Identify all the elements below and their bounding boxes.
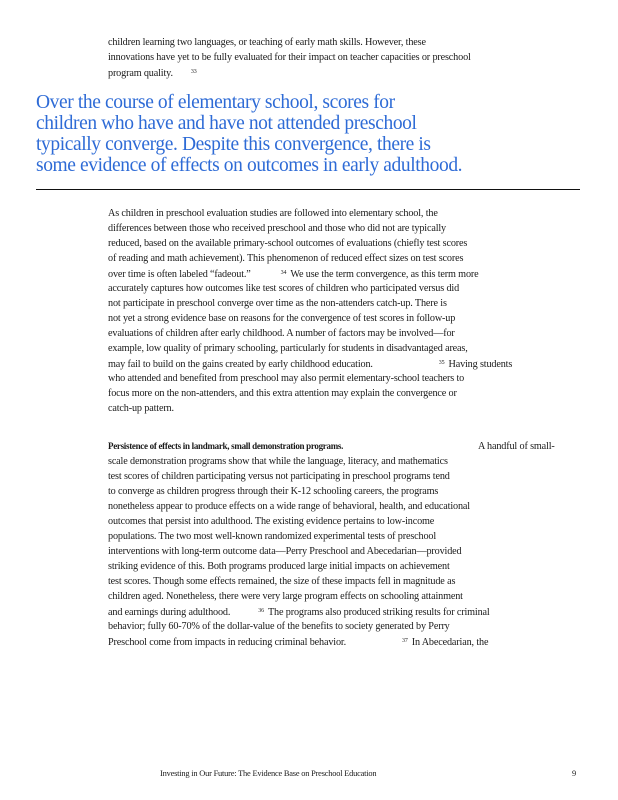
- text-line: outcomes that persist into adulthood. The existing evidence pertains to low-income: [108, 516, 435, 527]
- section-heading: Persistence of effects in landmark, small demonstration programs.: [108, 441, 344, 451]
- footnote-marker: 34: [280, 270, 287, 276]
- text-line: [108, 440, 343, 453]
- text-line: children aged. Nonetheless, there were very large program effects on schooling attainment: [108, 591, 463, 602]
- text-line: Preschool come from impacts in reducing criminal behavior. $^{37}$ In Abecedarian, the: [108, 637, 489, 648]
- text-line: example, low quality of primary schooling, particularly for students in disadvantaged areas,: [108, 343, 468, 354]
- text-line: program quality. $^{33}$: [108, 68, 197, 79]
- pull-quote-line: children who have and have not attended preschool: [36, 113, 417, 134]
- text-line: test scores. Though some effects remained, the size of these impacts fell in magnitude as: [108, 576, 456, 587]
- text-line: A handful of small-: [478, 441, 555, 452]
- text-line: accurately captures how outcomes like test scores of children who participated versus did: [108, 283, 460, 294]
- text-line: populations. The two most well-known randomized experimental tests of preschool: [108, 531, 437, 542]
- text-line: to converge as children progress through their K-12 schooling careers, the programs: [108, 486, 439, 497]
- pull-quote-line: Over the course of elementary school, scores for: [36, 92, 395, 113]
- footnote-marker: 33: [190, 69, 197, 75]
- text-line: of reading and math achievement). This phenomenon of reduced effect sizes on test scores: [108, 253, 464, 264]
- text-line: behavior; fully 60-70% of the dollar-value of the benefits to society generated by Perry: [108, 621, 450, 632]
- text-line: reduced, based on the available primary-school outcomes of evaluations (chiefly test scores: [108, 238, 468, 249]
- text-line: innovations have yet to be fully evaluated for their impact on teacher capacities or preschool: [108, 52, 471, 63]
- text-line: As children in preschool evaluation studies are followed into elementary school, the: [108, 208, 438, 219]
- text-line: not yet a strong evidence base on reasons for the convergence of test scores in follow-up: [108, 313, 456, 324]
- text-line: focus more on the non-attenders, and this extra attention may explain the convergence or: [108, 388, 457, 399]
- text-line: who attended and benefited from preschool may also permit elementary-school teachers to: [108, 373, 465, 384]
- text-line: may fail to build on the gains created by early childhood education. $^{35}$ Having students: [108, 359, 513, 370]
- footnote-marker: 37: [402, 638, 408, 644]
- footnote-marker: 36: [258, 608, 264, 614]
- text-line: evaluations of children after early childhood. A number of factors may be involved—for: [108, 328, 455, 339]
- text-line: nonetheless appear to produce effects on a wide range of behavioral, health, and educational: [108, 501, 470, 512]
- pull-quote-line: some evidence of effects on outcomes in early adulthood.: [36, 155, 463, 176]
- text-line: differences between those who received preschool and those who did not are typically: [108, 223, 446, 234]
- text-line: and earnings during adulthood. $^{36}$ The programs also produced striking results for criminal: [108, 607, 490, 618]
- page-number: 9: [572, 769, 576, 778]
- text-line: striking evidence of this. Both programs produced large initial impacts on achievement: [108, 561, 450, 572]
- text-line: catch-up pattern.: [108, 403, 174, 414]
- text-line: over time is often labeled “fadeout.” $^{34}$ We use the term convergence, as this term more: [108, 269, 479, 280]
- text-line: interventions with long-term outcome data—Perry Preschool and Abecedarian—provided: [108, 546, 462, 557]
- pull-quote-line: typically converge. Despite this convergence, there is: [36, 134, 431, 155]
- text-line: children learning two languages, or teaching of early math skills. However, these: [108, 37, 426, 48]
- divider-rule: [36, 189, 580, 190]
- pull-quote: [36, 92, 463, 176]
- text-line: not participate in preschool converge over time as the non-attenders catch-up. There is: [108, 298, 447, 309]
- footnote-marker: 35: [438, 360, 445, 366]
- text-line: scale demonstration programs show that while the language, literacy, and mathematics: [108, 456, 448, 467]
- text-line: test scores of children participating versus not participating in preschool programs tend: [108, 471, 450, 482]
- footer-title: Investing in Our Future: The Evidence Base on Preschool Education: [160, 769, 377, 778]
